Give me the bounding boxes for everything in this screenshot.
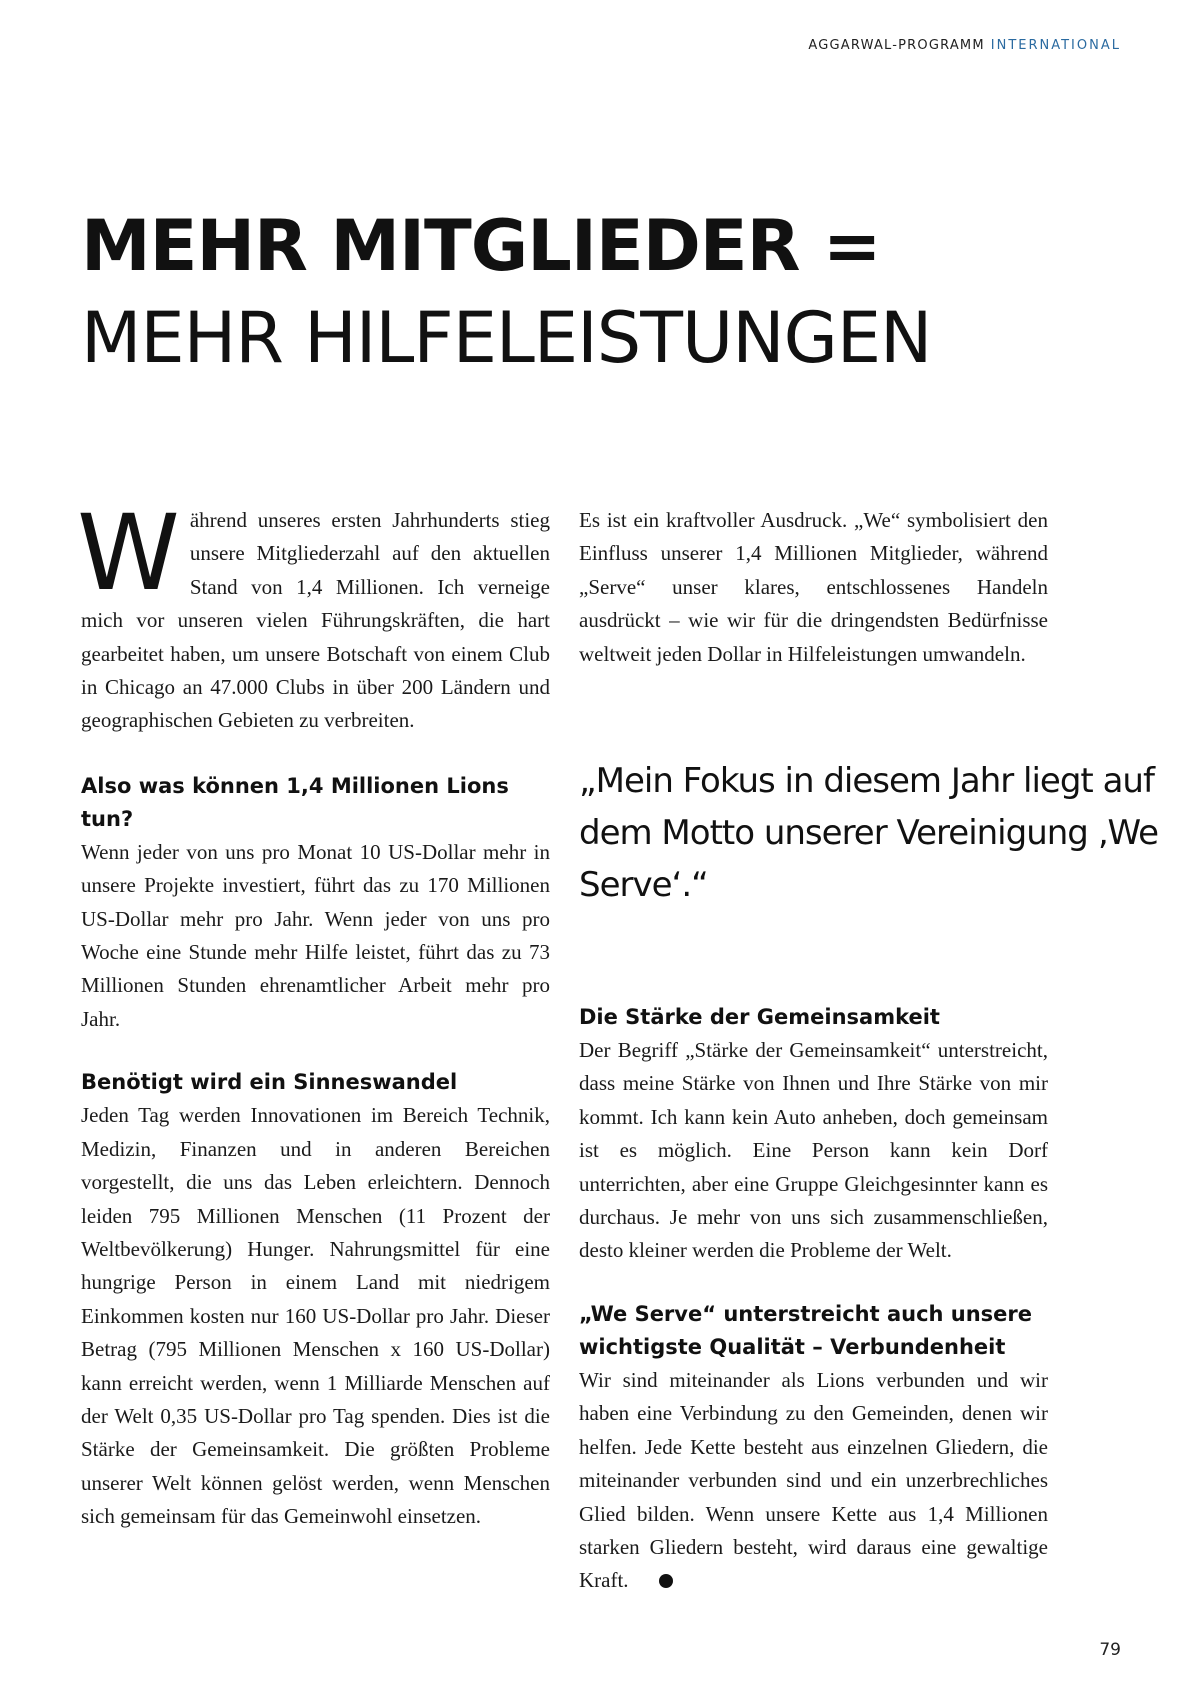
pull-quote: „Mein Fokus in diesem Jahr liegt auf dem Motto unserer Vereinigung ‚We Serve‘.“ — [579, 761, 1159, 906]
title-line-1: MEHR MITGLIEDER = — [81, 205, 881, 287]
left-column — [77, 492, 550, 1534]
title-line-2: MEHR HILFELEISTUNGEN — [81, 297, 932, 379]
article-title — [81, 200, 931, 384]
lions-end-mark-icon — [659, 1574, 673, 1588]
right-column — [579, 504, 1159, 1598]
paragraph-gemeinsamkeit: Der Begriff „Stärke der Gemeinsamkeit“ unterstreicht, dass meine Stärke von Ihnen und Ihre Stärke von mir kommt. Ich kann kein Auto anheben, doch gemeinsam ist es möglich. Eine Person kann kein Dorf unterrichten, aber eine Gruppe Gleichgesinnter kann es durchaus. Je mehr von uns sich zusammenschließen, desto kleiner werden die Probleme der Welt. — [579, 1038, 1048, 1263]
intro-paragraph — [77, 492, 550, 738]
header-program: AGGARWAL-PROGRAMM — [808, 38, 985, 53]
heading-verbundenheit: „We Serve“ unterstreicht auch unsere wichtigste Qualität – Verbundenheit — [579, 1301, 1033, 1359]
heading-gemeinsamkeit: Die Stärke der Gemeinsamkeit — [579, 1005, 940, 1030]
paragraph-lions: Wenn jeder von uns pro Monat 10 US-Dollar mehr in unsere Projekte investiert, führt das zu 170 Millionen US-Dollar mehr pro Jahr. Wenn jeder von uns pro Woche eine Stunde mehr Hilfe leistet, führt das zu 73 Millionen Stunden ehrenamtlicher Arbeit mehr pro Jahr. — [81, 839, 550, 1031]
heading-sinneswandel: Benötigt wird ein Sinneswandel — [81, 1070, 458, 1095]
page-number: 79 — [1099, 1640, 1121, 1660]
running-header — [808, 38, 1121, 53]
intro-text: ährend unseres ersten Jahrhunderts stieg unsere Mitgliederzahl auf den aktuellen Stand von 1,4 Millionen. Ich verneige mich vor unseren vielen Führungskräften, die hart gearbeitet haben, um unsere Botschaft von einem Club in Chicago an 47.000 Clubs in über 200 Ländern und geographischen Gebieten zu verbreiten. — [81, 508, 550, 733]
header-section: INTERNATIONAL — [990, 38, 1121, 53]
paragraph-verbundenheit — [579, 1364, 1048, 1598]
paragraph-sinneswandel: Jeden Tag werden Innovationen im Bereich Technik, Medizin, Finanzen und in anderen Bereichen vorgestellt, die uns das Leben erleichtern. Dennoch leiden 795 Millionen Menschen (11 Prozent der Weltbevölkerung) Hunger. Nahrungsmittel für eine hungrige Person in einem Land mit niedrigem Einkommen kosten nur 160 US-Dollar pro Jahr. Dieser Betrag (795 Millionen Menschen x 160 US-Dollar) kann erreicht werden, wenn 1 Milliarde Menschen auf der Welt 0,35 US-Dollar pro Tag spenden. Dies ist die Stärke der Gemeinsamkeit. Die größten Probleme unserer Welt können gelöst werden, wenn Menschen sich gemeinsam für das Gemeinwohl einsetzen. — [81, 1103, 550, 1529]
paragraph-we-serve: Es ist ein kraftvoller Ausdruck. „We“ symbolisiert den Einfluss unserer 1,4 Millionen Mitglieder, während „Serve“ unser klares, entschlossenes Handeln ausdrückt – wie wir für die dringendsten Bedürfnisse weltweit jeden Dollar in Hilfeleistungen umwandeln. — [579, 508, 1048, 666]
verbundenheit-text: Wir sind miteinander als Lions verbunden und wir haben eine Verbindung zu den Gemeinden, denen wir helfen. Jede Kette besteht aus einzelnen Gliedern, die miteinander verbunden sind und ein unzerbrechliches Glied bilden. Wenn unsere Kette aus 1,4 Millionen starken Gliedern besteht, wird daraus eine gewaltige Kraft. — [579, 1367, 1048, 1593]
heading-lions: Also was können 1,4 Millionen Lions tun? — [81, 773, 509, 831]
drop-cap: W — [77, 492, 180, 614]
